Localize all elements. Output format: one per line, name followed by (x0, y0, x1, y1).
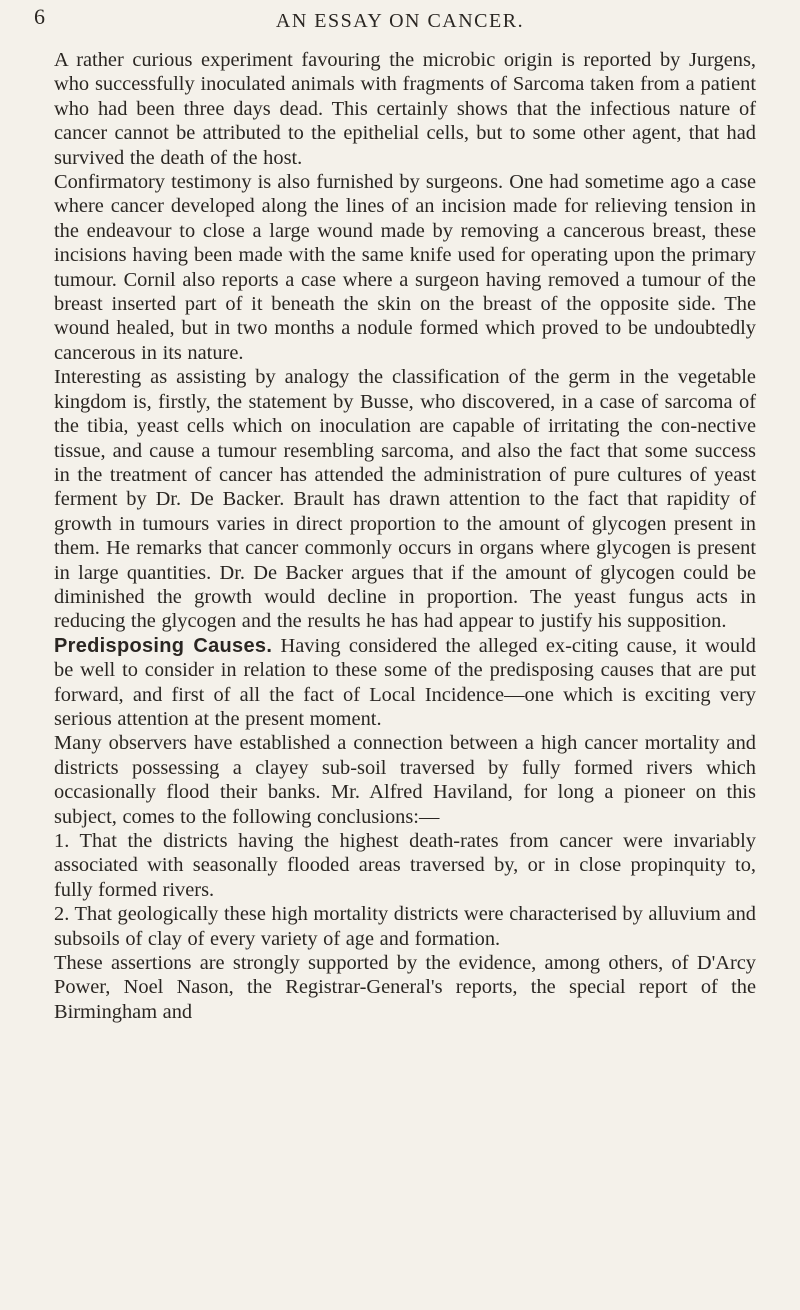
section-first-paragraph: Having considered the alleged ex-citing cause, it would be well to consider in relation to these some of the predisposing causes that are put forward, and first of all the fact of Local Incidence—one which is exciting very serious attention at the present moment. (54, 634, 756, 730)
paragraph-supporting-evidence: These assertions are strongly supported by the evidence, among others, of D'Arcy Power, Noel Nason, the Registrar-General's reports, the special report of the Birmingham and (54, 952, 756, 1023)
page-body (54, 48, 756, 1024)
page-number: 6 (34, 4, 46, 29)
running-head: AN ESSAY ON CANCER. (275, 10, 525, 32)
paragraph-microbic-experiment: A rather curious experiment favouring the microbic origin is reported by Jurgens, who successfully inoculated animals with fragments of Sarcoma taken from a patient who had been three days dead. This certainly shows that the infectious nature of cancer cannot be attributed to the epithelial cells, but to some other agent, that had survived the death of the host. (54, 49, 756, 169)
section-heading: Predisposing Causes. (54, 634, 273, 657)
paragraph-local-incidence: Many observers have established a connection between a high cancer mortality and districts possessing a clayey sub-soil traversed by fully formed rivers which occasionally flood their banks. Mr. Alfred Haviland, for long a pioneer on this subject, comes to the following conclusions:— (54, 732, 756, 828)
paragraph-yeast-analogy: Interesting as assisting by analogy the classification of the germ in the vegetable kingdom is, firstly, the statement by Busse, who discovered, in a case of sarcoma of the tibia, yeast cells which on inoculation are capable of irritating the con-nective tissue, and cause a tumour resembling sarcoma, and also the fact that some success in the treatment of cancer has attended the administration of pure cultures of yeast ferment by Dr. De Backer. Brault has drawn attention to the fact that rapidity of growth in tumours varies in direct proportion to the amount of glycogen present in them. He remarks that cancer commonly occurs in organs where glycogen is present in large quantities. Dr. De Backer argues that if the amount of glycogen could be diminished the growth would decline in proportion. The yeast fungus acts in reducing the glycogen and the results he has had appear to justify his supposition. (54, 366, 756, 633)
conclusion-item-2: 2. That geologically these high mortality districts were characterised by alluvium and subsoils of clay of every variety of age and formation. (54, 903, 756, 950)
conclusion-item-1: 1. That the districts having the highest death-rates from cancer were invariably associated with seasonally flooded areas traversed by, or in close propinquity to, fully formed rivers. (54, 830, 756, 901)
paragraph-surgeons-testimony: Confirmatory testimony is also furnished by surgeons. One had sometime ago a case where cancer developed along the lines of an incision made for relieving tension in the endeavour to close a large wound made by removing a cancerous breast, these incisions having been made with the same knife used for operating upon the primary tumour. Cornil also reports a case where a surgeon having removed a tumour of the breast inserted part of it beneath the skin on the breast of the opposite side. The wound healed, but in two months a nodule formed which proved to be undoubtedly cancerous in its nature. (54, 171, 756, 364)
paragraph-predisposing-causes (54, 634, 756, 732)
